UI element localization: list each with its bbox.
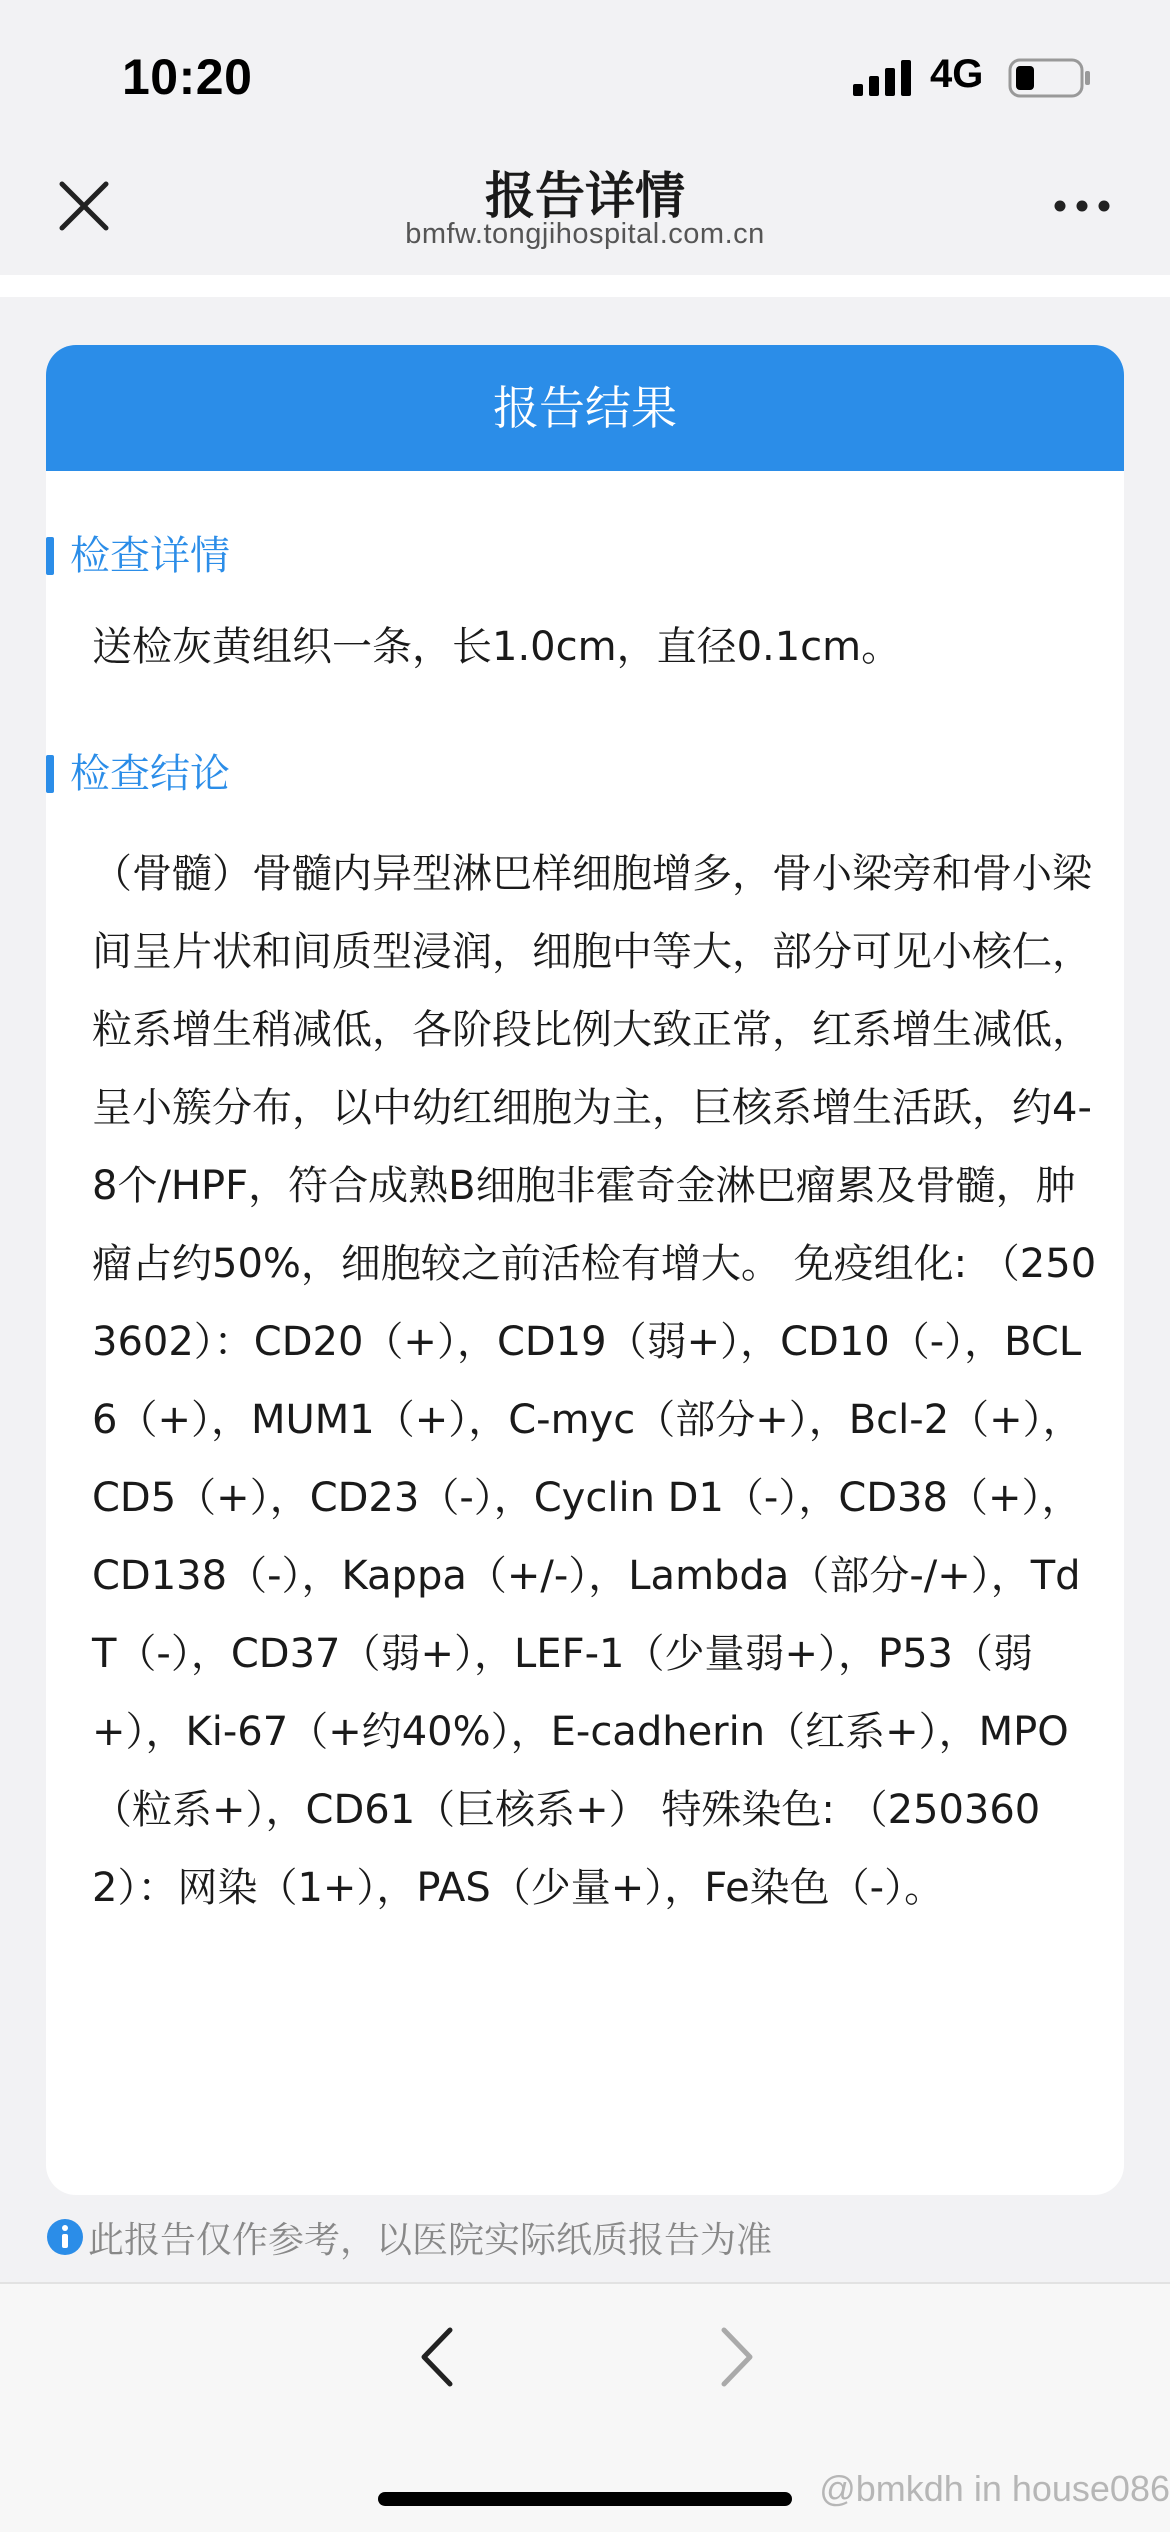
content-top-strip xyxy=(0,275,1170,297)
section-title-conclusion: 检查结论 xyxy=(46,751,230,797)
chevron-right-icon[interactable] xyxy=(712,2322,762,2392)
status-bar xyxy=(0,0,1170,150)
network-type: 4G xyxy=(930,52,984,96)
home-indicator[interactable] xyxy=(378,2492,792,2506)
section-text-conclusion: （骨髓）骨髓内异型淋巴样细胞增多，骨小梁旁和骨小梁间呈片状和间质型浸润，细胞中等大，部分可见小核仁，粒系增生稍减低，各阶段比例大致正常，红系增生减低，呈小簇分布，以中幼红细胞为主，巨核系增生活跃，约4-8个/HPF，符合成熟B细胞非霍奇金淋巴瘤累及骨髓，肿瘤占约50%，细胞较之前活检有增大。 免疫组化: （2503602）：CD20（+），CD19（弱+），CD10（-），BCL6（+），MUM1（+），C-myc（部分+），Bcl-2（+），CD5（+），CD23（-），Cyclin D1（-），CD38（+），CD138（-），Kappa（+/-），Lambda（部分-/+），TdT（-），CD37（弱+），LEF-1（少量弱+），P53（弱+），Ki-67（+约40%），E-cadherin（红系+），MPO（粒系+），CD61（巨核系+） 特殊染色: （2503602）：网染（1+），PAS（少量+），Fe染色（-）。 xyxy=(92,851,1097,1911)
disclaimer-text: 此报告仅作参考，以医院实际纸质报告为准 xyxy=(88,2219,773,2261)
report-header: 报告结果 xyxy=(46,345,1124,471)
chevron-left-icon[interactable] xyxy=(412,2322,462,2392)
status-time: 10:20 xyxy=(122,49,253,105)
more-icon[interactable] xyxy=(1052,196,1112,216)
watermark: @bmkdh in house086 xyxy=(819,2468,1170,2509)
signal-icon xyxy=(853,60,913,96)
info-icon xyxy=(46,2218,84,2256)
section-title-detail: 检查详情 xyxy=(46,533,230,579)
disclaimer xyxy=(46,2212,772,2262)
section-text-detail: 送检灰黄组织一条，长1.0cm，直径0.1cm。 xyxy=(92,624,902,670)
page-title: 报告详情 xyxy=(485,167,685,225)
page-url: bmfw.tongjihospital.com.cn xyxy=(405,218,765,250)
battery-icon xyxy=(1008,58,1092,98)
report-card xyxy=(46,345,1124,2195)
